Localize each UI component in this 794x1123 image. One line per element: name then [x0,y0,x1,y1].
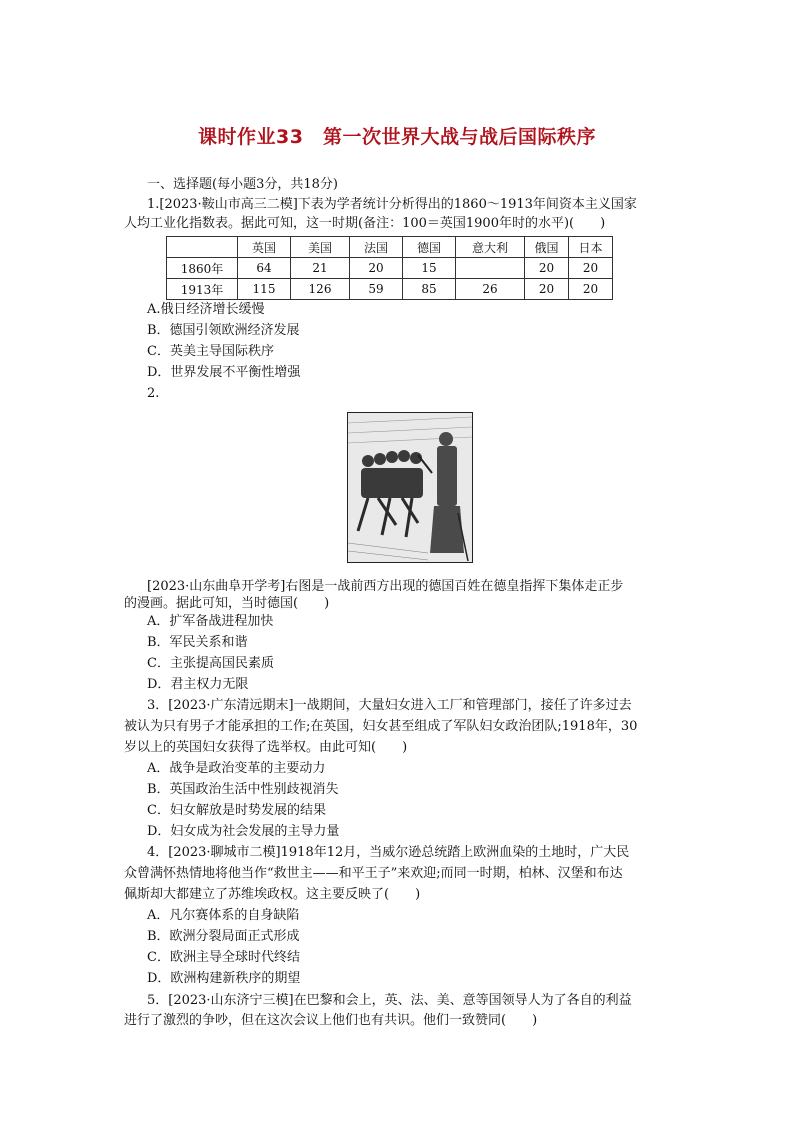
q2-option-a: A．扩军备战进程加快 [147,614,274,629]
q2-option-d: D．君主权力无限 [147,677,249,692]
cartoon-illustration [348,413,472,562]
table-cell: 20 [569,258,613,279]
table-cell: 英国 [238,237,291,258]
table-cell: 20 [350,258,403,279]
table-cell: 1913年 [167,279,238,300]
table-cell: 20 [525,279,569,300]
q3-stem-line3: 岁以上的英国妇女获得了选举权。由此可知( ) [124,740,408,755]
q2-option-c: C．主张提高国民素质 [147,656,274,671]
section-heading: 一、选择题(每小题3分，共18分) [147,177,338,192]
table-cell: 15 [403,258,456,279]
table-cell: 59 [350,279,403,300]
q5-stem-line1: 5．[2023·山东济宁三模]在巴黎和会上，英、法、美、意等国领导人为了各自的利益 [147,993,632,1008]
q1-stem-line1: 1.[2023·鞍山市高三二模]下表为学者统计分析得出的1860～1913年间资本主义国家 [147,197,637,212]
q2-option-b: B．军民关系和谐 [147,635,248,650]
table-cell: 21 [291,258,350,279]
table-row [167,279,613,300]
q3-option-a: A．战争是政治变革的主要动力 [147,761,326,776]
table-cell: 美国 [291,237,350,258]
q1-option-d: D．世界发展不平衡性增强 [147,365,301,380]
q1-option-c: C．英美主导国际秩序 [147,344,274,359]
marching-cartoon-image [347,412,473,563]
q1-option-a: A.俄日经济增长缓慢 [147,302,265,317]
table-row [167,258,613,279]
q4-stem-line1: 4．[2023·聊城市二模]1918年12月，当威尔逊总统踏上欧洲血染的土地时，广大民 [147,845,630,860]
table-cell: 俄国 [525,237,569,258]
table-cell: 64 [238,258,291,279]
q3-option-b: B．英国政治生活中性别歧视消失 [147,782,339,797]
table-cell [167,237,238,258]
q2-number: 2. [147,386,160,401]
q4-option-a: A．凡尔赛体系的自身缺陷 [147,908,300,923]
table-cell: 意大利 [456,237,525,258]
table-cell: 85 [403,279,456,300]
q3-stem-line2: 被认为只有男子才能承担的工作;在英国，妇女甚至组成了军队妇女政治团队;1918年，30 [124,719,638,734]
q1-stem-line2: 人均工业化指数表。据此可知，这一时期(备注：100＝英国1900年时的水平)( ) [124,216,606,231]
q2-stem-line2: 的漫画。据此可知，当时德国( ) [124,596,330,611]
q5-stem-line2: 进行了激烈的争吵，但在这次会议上他们也有共识。他们一致赞同( ) [124,1013,538,1028]
page-title: 课时作业33 第一次世界大战与战后国际秩序 [198,126,596,148]
table-cell: 1860年 [167,258,238,279]
table-cell: 26 [456,279,525,300]
table-cell: 法国 [350,237,403,258]
q4-option-c: C．欧洲主导全球时代终结 [147,950,300,965]
table-header-row [167,237,613,258]
q1-option-b: B．德国引领欧洲经济发展 [147,323,300,338]
table-cell: 20 [525,258,569,279]
table-cell: 115 [238,279,291,300]
q3-stem-line1: 3．[2023·广东清远期末]一战期间，大量妇女进入工厂和管理部门，接任了许多过去 [147,698,632,713]
industrialization-table [166,236,613,300]
q3-option-d: D．妇女成为社会发展的主导力量 [147,824,340,839]
table-cell: 日本 [569,237,613,258]
table-cell: 德国 [403,237,456,258]
q3-option-c: C．妇女解放是时势发展的结果 [147,803,326,818]
q2-stem-line1: [2023·山东曲阜开学考]右图是一战前西方出现的德国百姓在德皇指挥下集体走正步 [147,579,624,594]
q4-option-b: B．欧洲分裂局面正式形成 [147,929,300,944]
table-cell: 20 [569,279,613,300]
q4-option-d: D．欧洲构建新秩序的期望 [147,971,301,986]
table-cell [456,258,525,279]
q4-stem-line2: 众曾满怀热情地将他当作“救世主——和平王子”来欢迎;而同一时期，柏林、汉堡和布达 [124,866,623,881]
q4-stem-line3: 佩斯却大都建立了苏维埃政权。这主要反映了( ) [124,887,421,902]
table-cell: 126 [291,279,350,300]
